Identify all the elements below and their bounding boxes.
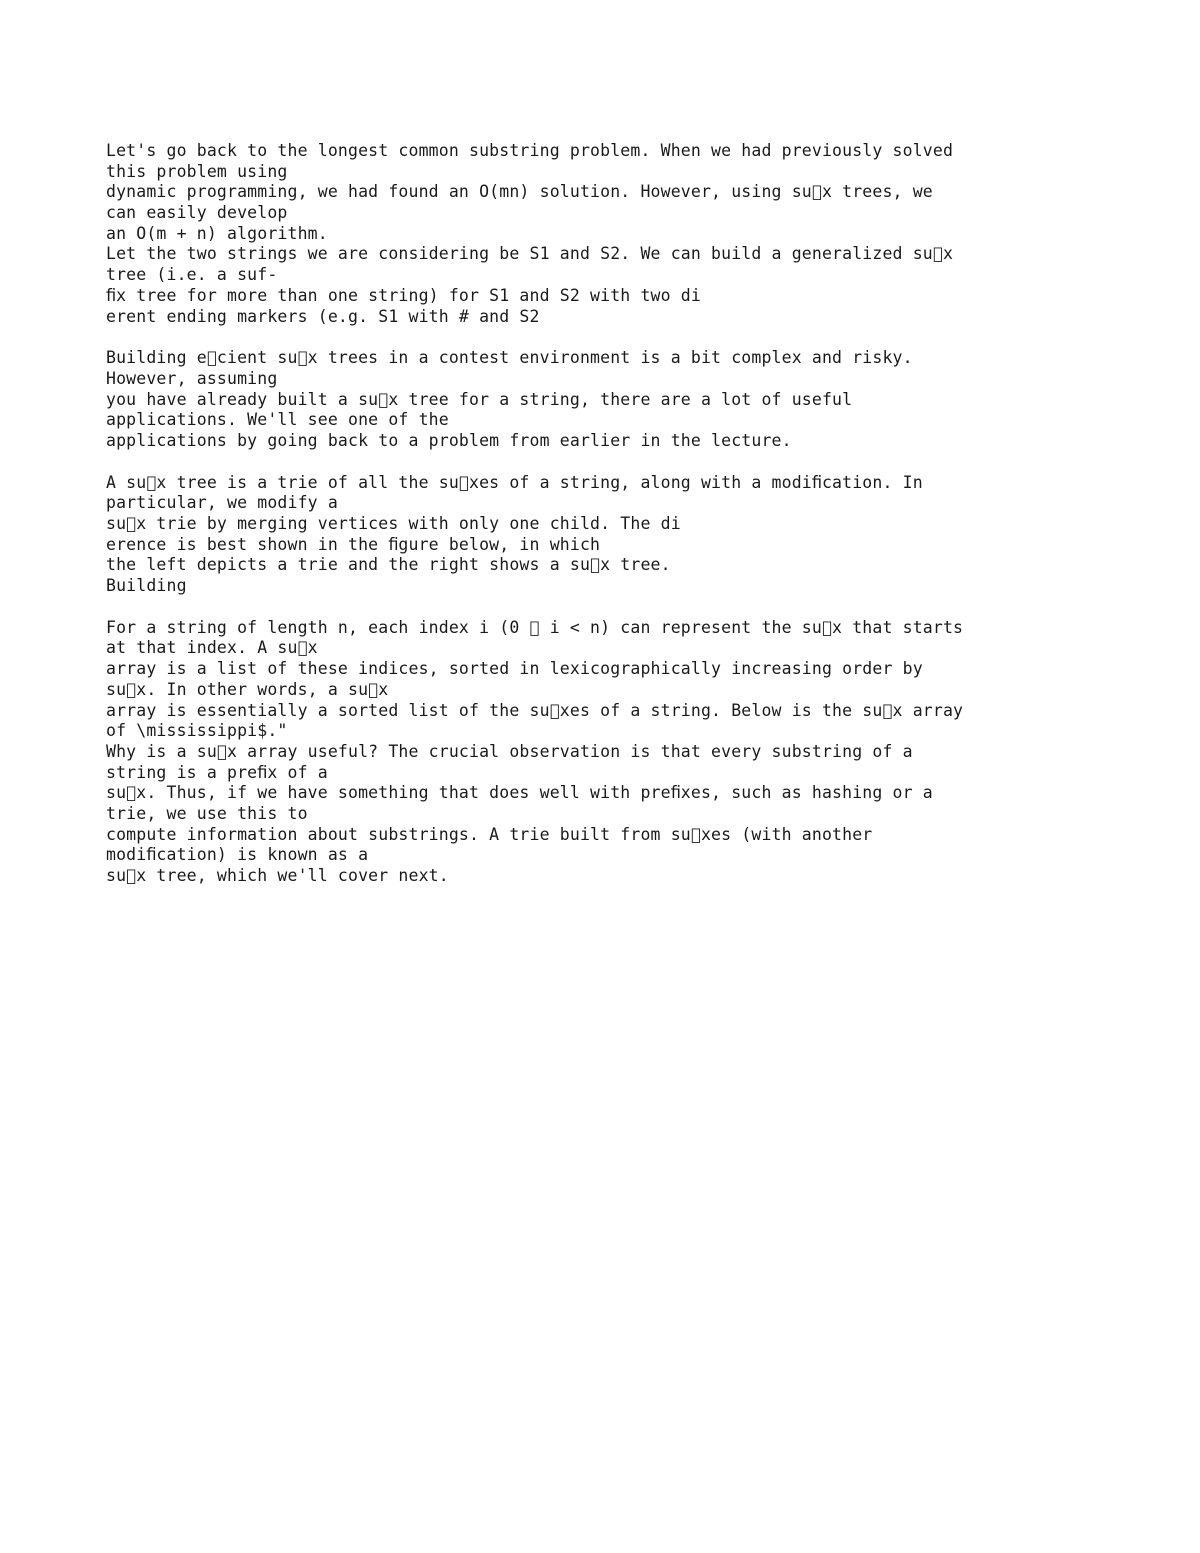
text-line: su x. In other words, a su x: [106, 679, 389, 699]
text-line: array is a list of these indices, sorted in lexicographically increasing order by: [106, 659, 923, 679]
text-line: erent ending markers (e.g. S1 with # and S2: [106, 306, 540, 326]
paragraph-building-efficient: [106, 348, 1106, 451]
text-line: an O(m + n) algorithm.: [106, 223, 328, 243]
text-line: can easily develop: [106, 203, 288, 223]
text-line: at that index. A su x: [106, 638, 318, 658]
paragraph-gap: [106, 452, 1106, 473]
text-line: Building: [106, 576, 187, 596]
paragraph-suffix-tree: [106, 473, 1106, 597]
paragraph-gap: [106, 327, 1106, 348]
text-line: su x trie by merging vertices with only one child. The di: [106, 514, 681, 533]
text-line: su x tree, which we'll cover next.: [106, 866, 449, 885]
text-line: the left depicts a trie and the right shows a su x tree.: [106, 555, 671, 575]
text-line: applications. We'll see one of the: [106, 410, 449, 430]
text-line: you have already built a su x tree for a string, there are a lot of useful: [106, 389, 853, 409]
text-line: particular, we modify a: [106, 493, 338, 513]
paragraph-gap: [106, 597, 1106, 618]
text-line: this problem using: [106, 161, 288, 181]
text-line: Building e cient su x trees in a contest environment is a bit complex and risky.: [106, 348, 913, 368]
text-line: A su x tree is a trie of all the su xes of a string, along with a modiﬁcation. In: [106, 472, 923, 492]
text-line: trie, we use this to: [106, 803, 308, 823]
text-line: dynamic programming, we had found an O(mn) solution. However, using su x trees, we: [106, 182, 933, 202]
text-line: su x. Thus, if we have something that does well with preﬁxes, such as hashing or a: [106, 783, 933, 803]
text-line: erence is best shown in the ﬁgure below, in which: [106, 534, 601, 554]
text-line: string is a preﬁx of a: [106, 762, 328, 782]
text-line: of \mississippi$.": [106, 721, 288, 741]
text-line: compute information about substrings. A trie built from su xes (with another: [106, 824, 873, 844]
text-line: Let the two strings we are considering be S1 and S2. We can build a generalized su x: [106, 244, 954, 264]
text-line: applications by going back to a problem from earlier in the lecture.: [106, 430, 792, 450]
text-line: Let's go back to the longest common substring problem. When we had previously solved: [106, 141, 954, 160]
text-line: However, assuming: [106, 368, 278, 388]
document-body: [106, 141, 1106, 887]
text-line: For a string of length n, each index i (0   i < n) can represent the su x that starts: [106, 617, 964, 637]
text-line: array is essentially a sorted list of the su xes of a string. Below is the su x array: [106, 700, 964, 720]
paragraph-lcs: [106, 141, 1106, 327]
text-line: ﬁx tree for more than one string) for S1 and S2 with two di: [106, 285, 701, 305]
text-line: modiﬁcation) is known as a: [106, 845, 369, 865]
paragraph-suffix-array: [106, 618, 1106, 887]
text-line: Why is a su x array useful? The crucial observation is that every substring of a: [106, 741, 913, 761]
text-line: tree (i.e. a suf-: [106, 265, 278, 285]
